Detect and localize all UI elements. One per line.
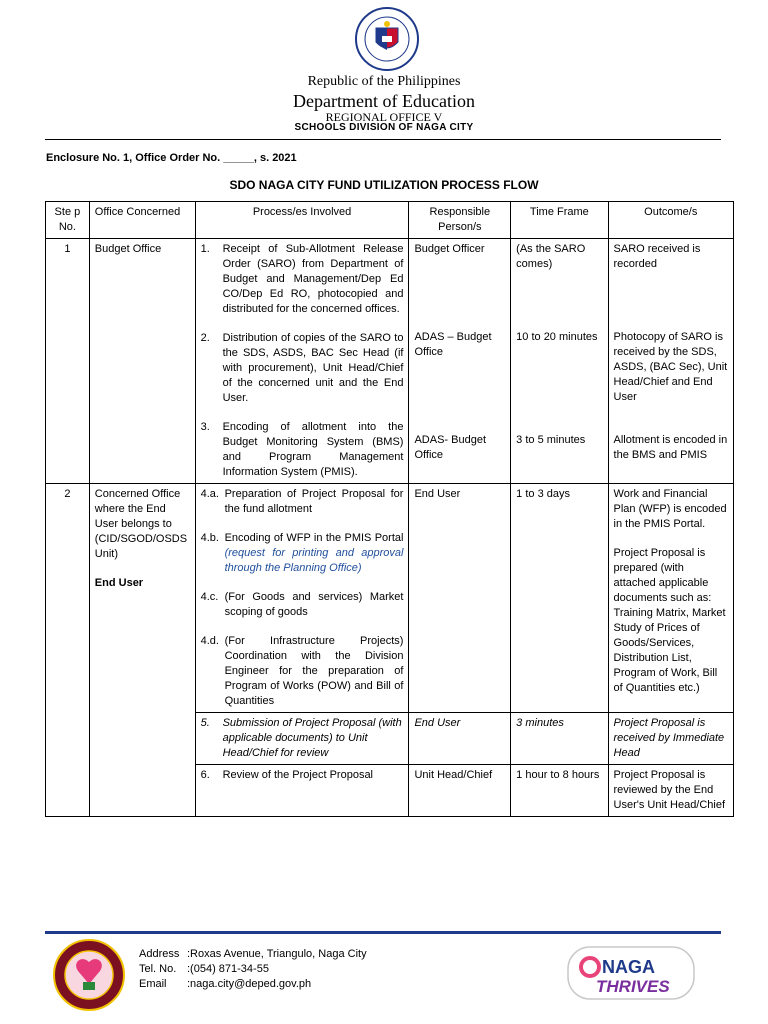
responsible-person: End User <box>409 713 511 765</box>
naga-thrives-logo <box>566 945 696 1001</box>
process-item <box>201 242 404 317</box>
process-cell <box>195 765 409 817</box>
process-text: Preparation of Project Proposal for the fund allotment <box>224 488 404 515</box>
process-text: Review of the Project Proposal <box>222 769 374 781</box>
process-number: 4.b. <box>200 532 219 544</box>
regional-office: REGIONAL OFFICE V <box>325 110 443 124</box>
process-number: 4.d. <box>200 635 219 647</box>
header-outcome: Outcome/s <box>608 202 733 239</box>
time-cell <box>511 239 608 484</box>
process-number: 4.a. <box>200 488 219 500</box>
header-process: Process/es Involved <box>195 202 409 239</box>
process-cell <box>195 239 409 484</box>
footer-contact <box>139 947 367 992</box>
process-item <box>201 768 404 783</box>
table-row <box>46 484 734 713</box>
responsible-person: ADAS- Budget Office <box>414 434 487 461</box>
email-value: :naga.city@deped.gov.ph <box>187 978 312 990</box>
time-frame: 1 to 3 days <box>511 484 608 713</box>
process-item <box>201 531 404 576</box>
outcome: Project Proposal is received by Immediate Head <box>608 713 733 765</box>
table-header-row <box>46 202 734 239</box>
office-concerned <box>89 484 195 817</box>
outcome: Work and Financial Plan (WFP) is encoded in the PMIS Portal. <box>613 488 727 530</box>
step-number: 2 <box>46 484 90 817</box>
outcome: SARO received is recorded <box>613 243 701 270</box>
outcome: Photocopy of SARO is received by the SDS, ASDS, (BAC Sec), Unit Head/Chief and End User <box>613 331 728 403</box>
responsible-person: End User <box>409 484 511 713</box>
deped-seal <box>354 6 420 72</box>
process-main: Encoding of WFP in the PMIS Portal <box>224 532 404 544</box>
svg-text:NAGA: NAGA <box>602 957 655 977</box>
svg-text:THRIVES: THRIVES <box>596 977 670 996</box>
process-note: (request for printing and approval through the Planning Office) <box>224 547 404 574</box>
address-label: Address <box>139 948 180 960</box>
process-number: 4.c. <box>200 591 219 603</box>
responsible-cell <box>409 239 511 484</box>
process-item <box>201 331 404 406</box>
time-frame: (As the SARO comes) <box>516 243 586 270</box>
responsible-person: Unit Head/Chief <box>409 765 511 817</box>
process-text: Encoding of allotment into the Budget Monitoring System (BMS) and Program Management Information System (PMIS). <box>222 421 404 478</box>
process-text: (For Goods and services) Market scoping of goods <box>224 591 404 618</box>
step-number: 1 <box>46 239 90 484</box>
header-office: Office Concerned <box>89 202 195 239</box>
process-cell <box>195 713 409 765</box>
time-frame: 3 to 5 minutes <box>516 434 586 446</box>
header-divider <box>45 139 721 140</box>
process-item <box>201 716 404 761</box>
process-text: Submission of Project Proposal (with applicable documents) to Unit Head/Chief for review <box>222 717 402 759</box>
table-row <box>46 239 734 484</box>
process-number: 1. <box>200 243 210 255</box>
time-frame: 3 minutes <box>511 713 608 765</box>
process-text: Distribution of copies of the SARO to the SDS, ASDS, BAC Sec Head (if with procurement), Unit Head/Chief of the concerned unit and the End User. <box>222 332 404 404</box>
enclosure-line: Enclosure No. 1, Office Order No. _____, s. 2021 <box>46 152 297 164</box>
process-item <box>201 634 404 709</box>
footer-rule <box>45 931 721 934</box>
responsible-person: Budget Officer <box>414 243 485 255</box>
office-concerned: Budget Office <box>89 239 195 484</box>
process-number: 2. <box>200 332 210 344</box>
tel-value: :(054) 871-34-55 <box>187 963 269 975</box>
process-text: Receipt of Sub-Allotment Release Order (SARO) from Department of Budget and Management/Dep Ed CO/Dep Ed RO, photocopied and distributed for the concerned offices. <box>222 243 404 315</box>
process-item <box>201 590 404 620</box>
outcome: Project Proposal is prepared (with attached applicable documents such as: Training Matrix, Market Study of Prices of Goods/Services, Distribution List, Program of Work, Bill of Quantities etc.) <box>613 547 726 694</box>
time-frame: 10 to 20 minutes <box>516 331 598 343</box>
office-text: Concerned Office where the End User belongs to (CID/SGOD/OSDS Unit) <box>94 488 188 560</box>
header-responsible: Responsible Person/s <box>409 202 511 239</box>
process-item <box>201 420 404 480</box>
address-value: :Roxas Avenue, Triangulo, Naga City <box>187 948 367 960</box>
document-title: SDO NAGA CITY FUND UTILIZATION PROCESS FLOW <box>229 178 539 192</box>
process-item <box>201 487 404 517</box>
responsible-person: ADAS – Budget Office <box>414 331 492 358</box>
process-number: 3. <box>200 421 210 433</box>
process-text <box>225 531 404 576</box>
process-number: 6. <box>200 769 210 781</box>
header-step: Ste p No. <box>46 202 90 239</box>
department-name: Department of Education <box>293 91 475 111</box>
division-seal <box>52 938 126 1012</box>
process-cell <box>195 484 409 713</box>
schools-division: SCHOOLS DIVISION OF NAGA CITY <box>294 122 474 133</box>
outcome: Allotment is encoded in the BMS and PMIS <box>613 434 728 461</box>
outcome-cell <box>608 484 733 713</box>
process-number: 5. <box>200 717 210 729</box>
header-time: Time Frame <box>511 202 608 239</box>
office-sub-label: End User <box>94 577 144 589</box>
time-frame: 1 hour to 8 hours <box>511 765 608 817</box>
outcome-cell <box>608 239 733 484</box>
republic-line: Republic of the Philippines <box>307 74 461 89</box>
tel-label: Tel. No. <box>139 963 177 975</box>
process-text: (For Infrastructure Projects) Coordination with the Division Engineer for the preparation of Program of Works (POW) and Bill of Quantities <box>224 635 404 707</box>
process-flow-table <box>45 201 734 817</box>
email-label: Email <box>139 978 167 990</box>
outcome: Project Proposal is reviewed by the End User's Unit Head/Chief <box>608 765 733 817</box>
